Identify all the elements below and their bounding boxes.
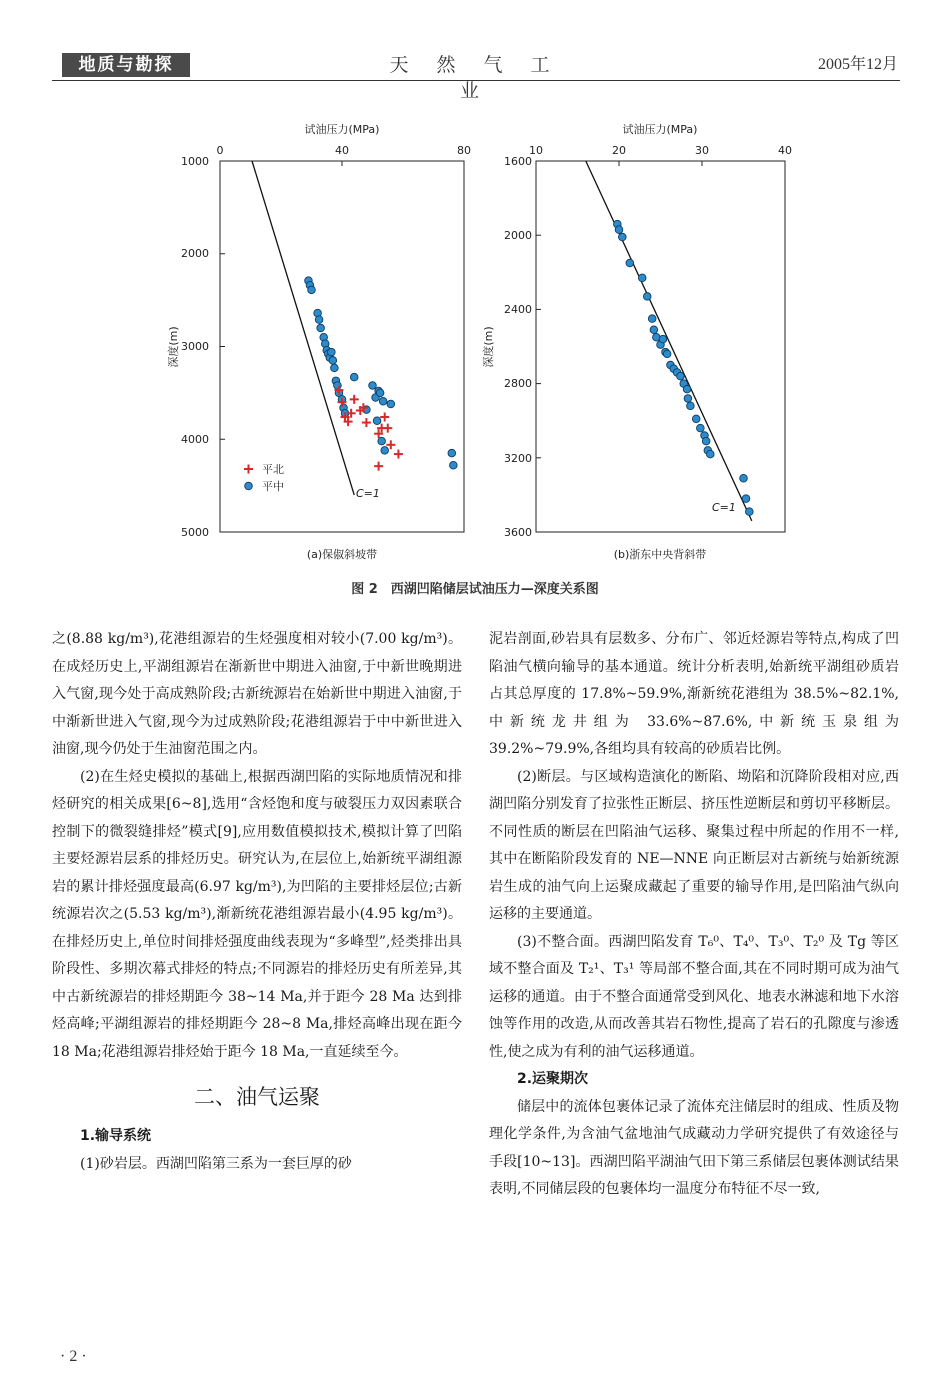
chart-a-point bbox=[369, 382, 377, 390]
legend-label-pingbei: 平北 bbox=[262, 463, 284, 476]
chart-b-ytick-label: 2000 bbox=[504, 229, 532, 242]
chart-b-ytick-label: 3600 bbox=[504, 526, 532, 539]
chart-b-ytick-label: 1600 bbox=[504, 155, 532, 168]
chart-a-point bbox=[328, 348, 336, 356]
chart-a-point-cross bbox=[362, 418, 371, 427]
journal-title: 天 然 气 工 业 bbox=[389, 54, 561, 102]
chart-b-point bbox=[677, 372, 685, 380]
chart-b-xlabel: 试油压力(MPa) bbox=[622, 123, 698, 136]
chart-b-point bbox=[648, 315, 656, 323]
chart-b-point bbox=[684, 395, 692, 403]
figure-svg bbox=[0, 100, 950, 580]
chart-a-reference-line bbox=[252, 161, 354, 495]
chart-b-ylabel: 深度(m) bbox=[482, 326, 495, 368]
chart-a-point-cross bbox=[350, 395, 359, 404]
chart-b-point bbox=[638, 274, 646, 282]
chart-a-point bbox=[378, 437, 386, 445]
chart-a-ytick-label: 1000 bbox=[181, 155, 209, 168]
chart-b-title: (b)浙东中央背斜带 bbox=[613, 548, 707, 561]
chart-b-point bbox=[615, 226, 623, 234]
chart-b-xticks bbox=[529, 144, 792, 157]
chart-a-point bbox=[379, 397, 387, 405]
right-column bbox=[489, 626, 899, 1204]
chart-b-point bbox=[663, 350, 671, 358]
chart-b-xtick-label: 10 bbox=[529, 144, 543, 157]
chart-a-plot-frame bbox=[220, 161, 464, 532]
chart-a-point bbox=[448, 449, 456, 457]
chart-a-ytick-label: 5000 bbox=[181, 526, 209, 539]
chart-a-point bbox=[331, 364, 339, 372]
chart-b-xtick-label: 40 bbox=[778, 144, 792, 157]
chart-b-yticks bbox=[504, 155, 532, 539]
chart-a-ytick-label: 4000 bbox=[181, 433, 209, 446]
chart-b-point bbox=[650, 326, 658, 334]
figure bbox=[0, 100, 950, 580]
chart-a-xtick-label: 40 bbox=[335, 144, 349, 157]
chart-b-point bbox=[740, 474, 748, 482]
chart-b-point bbox=[687, 402, 695, 410]
chart-b-point bbox=[742, 495, 750, 503]
chart-b-point bbox=[619, 233, 627, 241]
chart-a-point bbox=[350, 373, 358, 381]
chart-b-point bbox=[626, 259, 634, 267]
chart-a-point bbox=[376, 389, 384, 397]
paragraph: 储层中的流体包裹体记录了流体充注储层时的组成、性质及物理化学条件,为含油气盆地油气成藏动力学研究提供了有效途径与手段[10~13]。西湖凹陷平湖油气田下第三系储层包裹体测试结果表明,不同储层段的包裹体均一温度分布特征不尽一致, bbox=[489, 1098, 899, 1197]
chart-a-point bbox=[329, 357, 337, 365]
paragraph: 泥岩剖面,砂岩具有层数多、分布广、邻近烃源岩等特点,构成了凹陷油气横向输导的基本通道。统计分析表明,始新统平湖组砂质岩占其总厚度的 17.8%~59.9%,渐新统花港组为 38.5%~82.1%,中新统龙井组为 33.6%~87.6%,中新统玉泉组为 39.2%~79.9%,各组均具有较高的砂质岩比例。 bbox=[489, 631, 899, 757]
chart-b-line-label: C=1 bbox=[712, 501, 736, 514]
left-column bbox=[52, 626, 462, 1178]
chart-a-title: (a)保俶斜坡带 bbox=[306, 548, 378, 561]
section-label: 地质与勘探 bbox=[62, 53, 190, 77]
chart-a-point-cross bbox=[374, 462, 383, 471]
paragraph: (2)断层。与区域构造演化的断陷、坳陷和沉降阶段相对应,西湖凹陷分别发育了拉张性正断层、挤压性逆断层和剪切平移断层。不同性质的断层在凹陷油气运移、聚集过程中所起的作用不一样,其中在断陷阶段发育的 NE—NNE 向正断层对古新统与始新统源岩生成的油气向上运聚成藏起了重要的输导作用,是凹陷油气纵向运移的主要通道。 bbox=[489, 768, 899, 922]
chart-b-point bbox=[702, 437, 710, 445]
chart-a-line-label: C=1 bbox=[356, 487, 380, 500]
chart-b-ytick-label: 2800 bbox=[504, 377, 532, 390]
chart-b-ytick-label: 3200 bbox=[504, 452, 532, 465]
chart-a-point bbox=[450, 461, 458, 469]
chart-a-xticks bbox=[217, 144, 472, 157]
paragraph: (1)砂岩层。西湖凹陷第三系为一套巨厚的砂 bbox=[80, 1155, 352, 1172]
chart-b-point bbox=[707, 450, 715, 458]
legend-label-pingzhong: 平中 bbox=[262, 480, 284, 493]
chart-a bbox=[166, 122, 471, 561]
chart-a-legend bbox=[244, 463, 284, 493]
paragraph: (3)不整合面。西湖凹陷发育 T₆⁰、T₄⁰、T₃⁰、T₂⁰ 及 Tg 等区域不整合面及 T₂¹、T₃¹ 等局部不整合面,其在不同时期可成为油气运移的通道。由于不整合面通常受到风化、地表水淋滤和地下水溶蚀等作用的改造,从而改善其岩石物性,提高了岩石的孔隙度与渗透性,使之成为有利的油气运移通道。 bbox=[489, 933, 899, 1060]
chart-b-point bbox=[659, 335, 667, 343]
chart-a-xtick-label: 80 bbox=[457, 144, 471, 157]
subsection-heading: 2.运聚期次 bbox=[517, 1071, 589, 1087]
chart-b-ytick-label: 2400 bbox=[504, 303, 532, 316]
paragraph: 之(8.88 kg/m³),花港组源岩的生烃强度相对较小(7.00 kg/m³)。在成烃历史上,平湖组源岩在渐新世中期进入油窗,于中新世晚期进入气窗,现今处于高成熟阶段;古新统源岩在始新世中期进入油窗,于中渐新世进入气窗,现今为过成熟阶段;花港组源岩于中中新世进入油窗,现今仍处于生油窗范围之内。 bbox=[52, 631, 463, 757]
chart-b-point bbox=[643, 293, 651, 301]
header-rule bbox=[52, 80, 900, 81]
chart-a-yticks bbox=[181, 155, 209, 539]
chart-a-point bbox=[308, 286, 316, 294]
chart-a-ytick-label: 2000 bbox=[181, 247, 209, 260]
chart-a-xtick-label: 0 bbox=[216, 144, 224, 157]
chart-a-point-cross bbox=[380, 412, 389, 421]
legend-circle-marker bbox=[245, 482, 253, 490]
chart-b-xtick-label: 30 bbox=[695, 144, 709, 157]
chart-b bbox=[481, 122, 792, 561]
chart-a-point bbox=[317, 324, 325, 332]
chart-a-ytick-label: 3000 bbox=[181, 340, 209, 353]
chart-a-point-cross bbox=[394, 450, 403, 459]
chart-a-ylabel: 深度(m) bbox=[167, 326, 180, 368]
chart-a-point-cross bbox=[383, 424, 392, 433]
chart-b-point bbox=[746, 508, 754, 516]
issue-date: 2005年12月 bbox=[817, 56, 898, 73]
chart-a-point bbox=[334, 382, 342, 390]
figure-caption: 图 2 西湖凹陷储层试油压力—深度关系图 bbox=[351, 582, 599, 597]
chart-a-point bbox=[373, 417, 381, 425]
section-heading: 二、油气运聚 bbox=[194, 1085, 320, 1109]
chart-b-point bbox=[683, 385, 691, 393]
chart-a-point bbox=[387, 400, 395, 408]
page-number: · 2 · bbox=[60, 1348, 87, 1365]
chart-b-point bbox=[697, 424, 705, 432]
chart-b-reference-line bbox=[586, 161, 752, 521]
chart-b-point bbox=[692, 415, 700, 423]
chart-a-point bbox=[381, 447, 389, 455]
chart-a-point bbox=[315, 316, 323, 324]
paragraph: (2)在生烃史模拟的基础上,根据西湖凹陷的实际地质情况和排烃研究的相关成果[6~8],选用“含烃饱和度与破裂压力双因素联合控制下的微裂缝排烃”模式[9],应用数值模拟技术,模拟计算了凹陷主要烃源岩层系的排烃历史。研究认为,在层位上,始新统平湖组源岩的累计排烃强度最高(6.97 kg/m³),为凹陷的主要排烃层位;古新统源岩次之(5.53 kg/m³),渐新统花港组源岩最小(4.95 kg/m³)。在排烃历史上,单位时间排烃强度曲线表现为“多峰型”,烃类排出具阶段性、多期次幕式排烃的特点;不同源岩的排烃历史有所差异,其中古新统源岩的排烃期距今 38~14 Ma,并于距今 28 Ma 达到排烃高峰;平湖组源岩的排烃期距今 28~8 Ma,排烃高峰出现在距今 18 Ma;花港组源岩排烃始于距今 18 Ma,一直延续至今。 bbox=[52, 768, 463, 1060]
legend-cross-marker bbox=[244, 465, 253, 474]
chart-b-xtick-label: 20 bbox=[612, 144, 626, 157]
chart-a-xlabel: 试油压力(MPa) bbox=[304, 123, 380, 136]
subsection-heading: 1.输导系统 bbox=[80, 1128, 152, 1144]
